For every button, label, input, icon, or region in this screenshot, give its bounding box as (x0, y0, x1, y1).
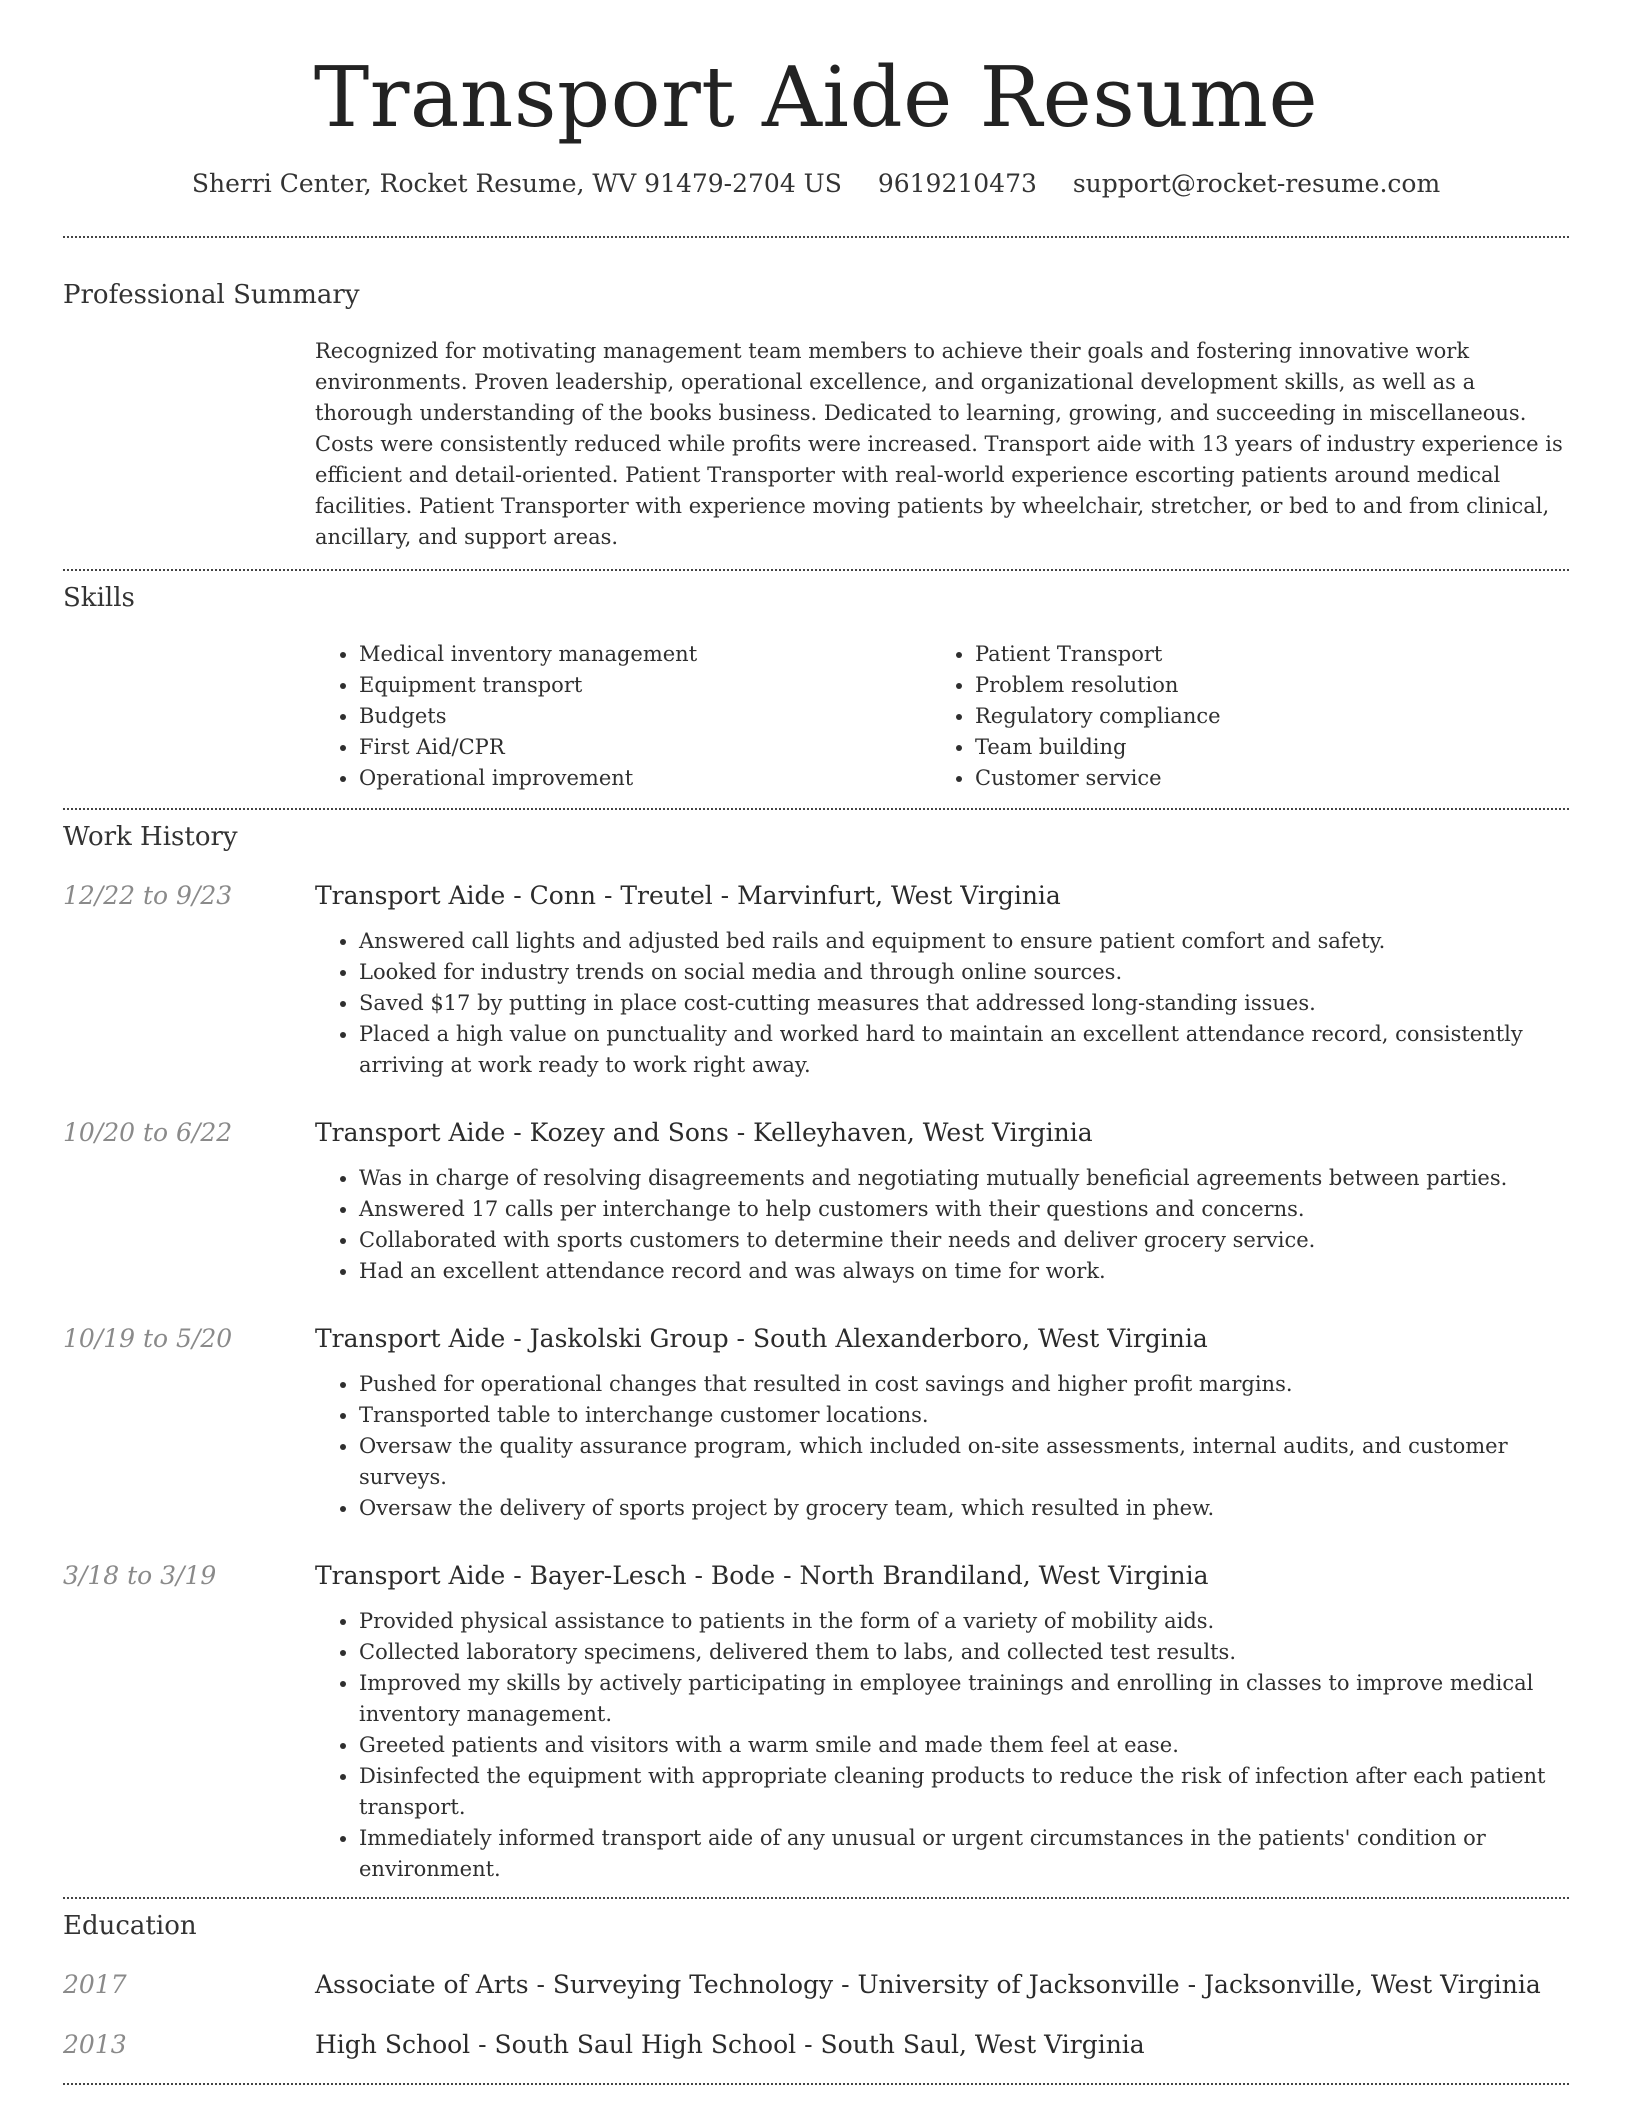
divider (63, 2083, 1569, 2085)
job-date: 12/22 to 9/23 (63, 881, 233, 911)
job-entry (63, 1323, 1569, 1524)
contact-email: support@rocket-resume.com (1072, 169, 1441, 199)
resume-title: Transport Aide Resume (313, 49, 1319, 146)
skills-column-2 (931, 639, 1547, 794)
contact-line (63, 169, 1569, 198)
education-year: 2013 (63, 2030, 127, 2060)
contact-address: Sherri Center, Rocket Resume, WV 91479-2704 US (191, 169, 842, 199)
job-bullet: • Transported table to interchange customer locations. (359, 1400, 1569, 1431)
job-bullet: • Improved my skills by actively participating in employee trainings and enrolling in classes to improve medical inventory management. (359, 1668, 1569, 1730)
job-heading: Transport Aide - Conn - Treutel - Marvinfurt, West Virginia (315, 881, 1061, 911)
job-heading: Transport Aide - Bayer-Lesch - Bode - North Brandiland, West Virginia (315, 1561, 1209, 1591)
skill-item: • Problem resolution (975, 670, 1547, 701)
education-year: 2017 (63, 1970, 127, 2000)
education-entry (63, 2029, 1569, 2061)
job-bullet: • Answered call lights and adjusted bed rails and equipment to ensure patient comfort and safety. (359, 926, 1569, 957)
job-bullet: • Placed a high value on punctuality and worked hard to maintain an excellent attendance record, consistently arriving at work ready to work right away. (359, 1019, 1569, 1081)
job-bullet: • Oversaw the delivery of sports project by grocery team, which resulted in phew. (359, 1493, 1569, 1524)
skill-item: • Operational improvement (359, 763, 931, 794)
job-date: 10/19 to 5/20 (63, 1324, 233, 1354)
job-entry (63, 1560, 1569, 1885)
job-bullet: • Greeted patients and visitors with a warm smile and made them feel at ease. (359, 1730, 1569, 1761)
job-bullet: • Had an excellent attendance record and was always on time for work. (359, 1256, 1569, 1287)
work-history-heading: Work History (63, 822, 238, 853)
skills-list (315, 639, 1569, 794)
skill-item: • Patient Transport (975, 639, 1547, 670)
job-bullet: • Answered 17 calls per interchange to help customers with their questions and concerns. (359, 1194, 1569, 1225)
education-text: High School - South Saul High School - South Saul, West Virginia (315, 2030, 1145, 2060)
skill-item: • Customer service (975, 763, 1547, 794)
job-date: 10/20 to 6/22 (63, 1118, 233, 1148)
job-bullets (315, 1369, 1569, 1524)
job-heading: Transport Aide - Kozey and Sons - Kelleyhaven, West Virginia (315, 1118, 1093, 1148)
job-bullet: • Oversaw the quality assurance program, which included on-site assessments, internal audits, and customer surveys. (359, 1431, 1569, 1493)
summary-text: Recognized for motivating management team members to achieve their goals and fostering innovative work environments. Proven leadership, operational excellence, and organizational development skills, as well as a thorough understanding of the books business. Dedicated to learning, growing, and succeeding in miscellaneous. Costs were consistently reduced while profits were increased. Transport aide with 13 years of industry experience is efficient and detail-oriented. Patient Transporter with real-world experience escorting patients around medical facilities. Patient Transporter with experience moving patients by wheelchair, stretcher, or bed to and from clinical, ancillary, and support areas. (315, 339, 1563, 550)
job-bullet: • Collected laboratory specimens, delivered them to labs, and collected test results. (359, 1637, 1569, 1668)
job-bullets (315, 1163, 1569, 1287)
education-text: Associate of Arts - Surveying Technology - University of Jacksonville - Jacksonville, West Virginia (315, 1970, 1541, 2000)
skill-item: • Team building (975, 732, 1547, 763)
job-bullet: • Saved $17 by putting in place cost-cutting measures that addressed long-standing issues. (359, 988, 1569, 1019)
skills-heading: Skills (63, 583, 135, 614)
summary-heading: Professional Summary (63, 280, 360, 311)
job-bullet: • Pushed for operational changes that resulted in cost savings and higher profit margins. (359, 1369, 1569, 1400)
education-entry (63, 1969, 1569, 2001)
job-entry (63, 1117, 1569, 1287)
skill-item: • Medical inventory management (359, 639, 931, 670)
education-heading: Education (63, 1911, 197, 1942)
job-bullet: • Collaborated with sports customers to determine their needs and deliver grocery service. (359, 1225, 1569, 1256)
skill-item: • Regulatory compliance (975, 701, 1547, 732)
skill-item: • First Aid/CPR (359, 732, 931, 763)
job-bullet: • Was in charge of resolving disagreements and negotiating mutually beneficial agreements between parties. (359, 1163, 1569, 1194)
job-heading: Transport Aide - Jaskolski Group - South Alexanderboro, West Virginia (315, 1324, 1208, 1354)
job-bullet: • Provided physical assistance to patients in the form of a variety of mobility aids. (359, 1606, 1569, 1637)
job-bullet: • Disinfected the equipment with appropriate cleaning products to reduce the risk of infection after each patient transport. (359, 1761, 1569, 1823)
job-bullets (315, 926, 1569, 1081)
skills-column-1 (315, 639, 931, 794)
job-date: 3/18 to 3/19 (63, 1561, 217, 1591)
job-entry (63, 880, 1569, 1081)
contact-phone: 9619210473 (877, 169, 1037, 199)
job-bullets (315, 1606, 1569, 1885)
job-bullet: • Immediately informed transport aide of any unusual or urgent circumstances in the patients' condition or environment. (359, 1823, 1569, 1885)
skill-item: • Equipment transport (359, 670, 931, 701)
skill-item: • Budgets (359, 701, 931, 732)
job-bullet: • Looked for industry trends on social media and through online sources. (359, 957, 1569, 988)
